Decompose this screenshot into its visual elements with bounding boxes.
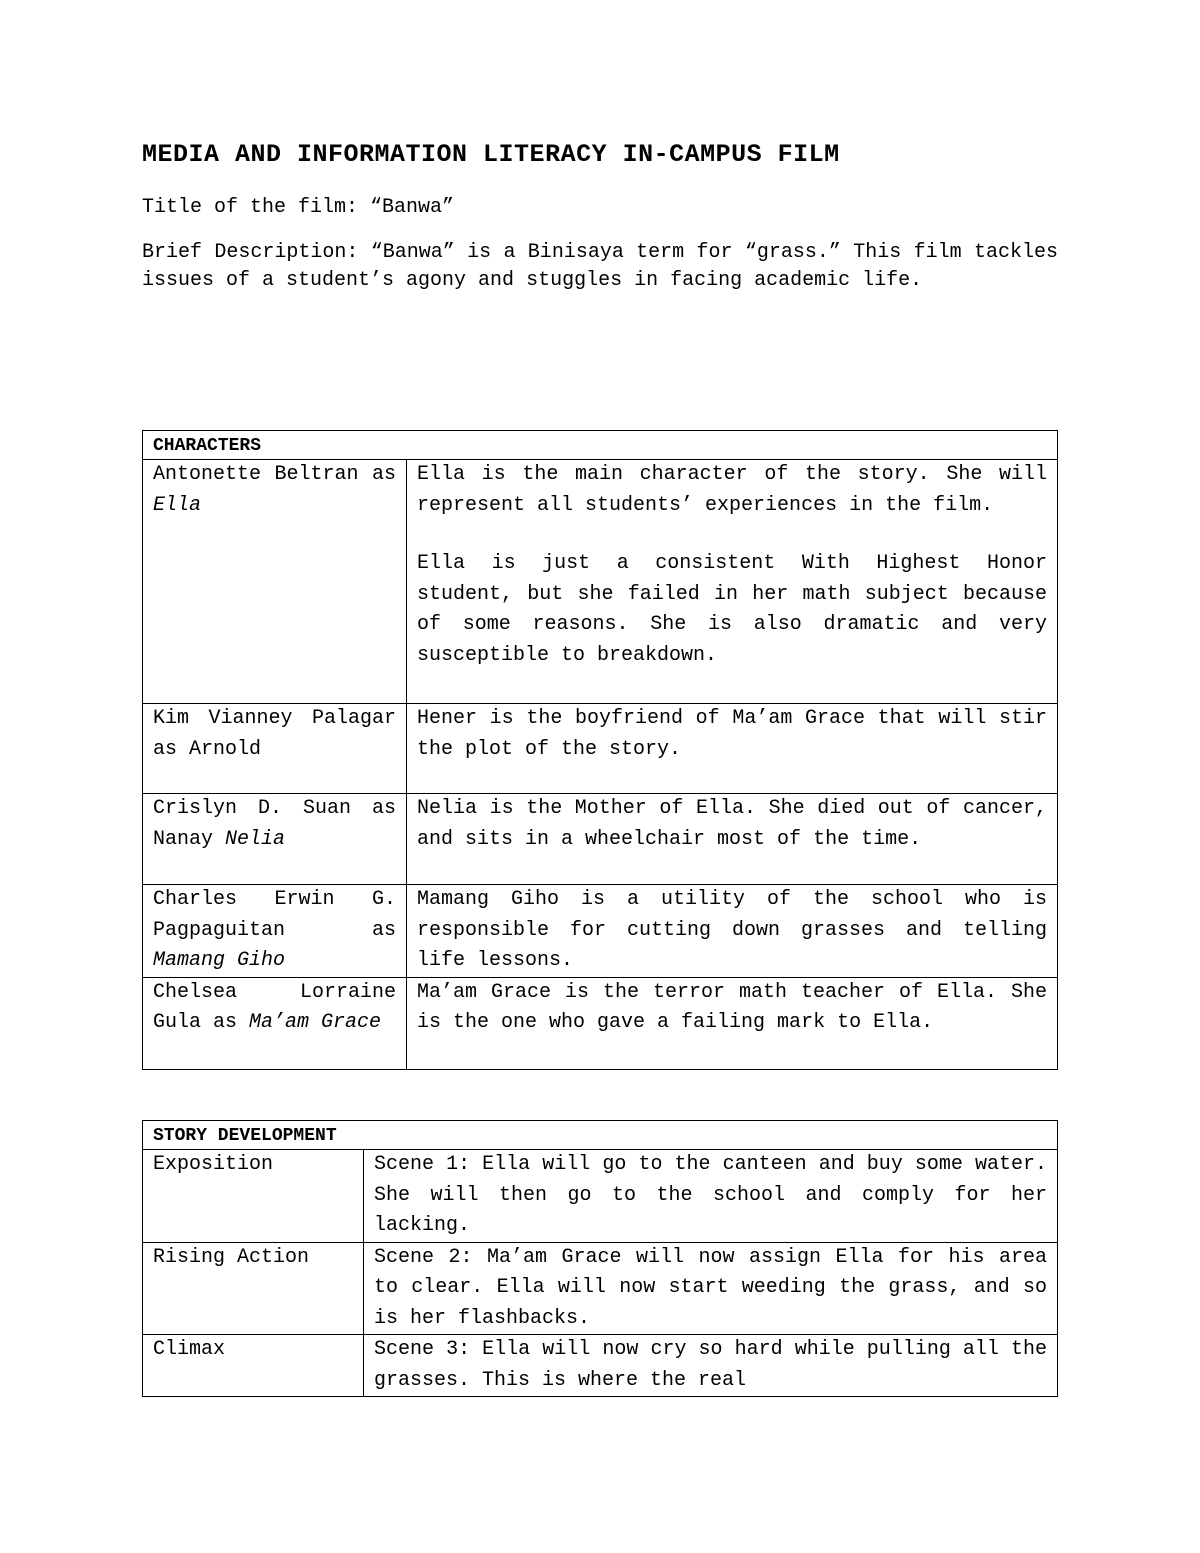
story-stage: Rising Action xyxy=(143,1242,364,1335)
story-scene-text: Scene 1: Ella will go to the canteen and buy some water. She will then go to the school and comply for her lacking. xyxy=(374,1153,1047,1237)
character-actor-cell xyxy=(143,794,407,885)
character-actor-cell xyxy=(143,460,407,704)
characters-header-row xyxy=(143,431,1058,460)
story-development-header: STORY DEVELOPMENT xyxy=(143,1121,1058,1150)
character-description: Ella is the main character of the story. She will represent all students’ experiences in the film. xyxy=(417,463,1047,517)
character-description-cell xyxy=(407,885,1058,978)
film-title-line: Title of the film: “Banwa” xyxy=(142,196,455,219)
character-actor: Kim Vianney Palagar as Arnold xyxy=(153,707,396,761)
character-description-cell xyxy=(407,977,1058,1069)
paragraph-gap xyxy=(417,521,1047,549)
actor-as: as Nanay xyxy=(153,797,396,851)
table-row xyxy=(143,1242,1058,1335)
story-development-table xyxy=(142,1120,1058,1397)
table-row xyxy=(143,704,1058,794)
character-description: Hener is the boyfriend of Ma’am Grace that will stir the plot of the story. xyxy=(417,707,1047,761)
story-scene-cell xyxy=(364,1335,1058,1397)
character-description: Ma’am Grace is the terror math teacher of Ella. She is the one who gave a failing mark to Ella. xyxy=(417,980,1047,1034)
character-role: Mamang Giho xyxy=(153,949,286,972)
document-heading: MEDIA AND INFORMATION LITERACY IN-CAMPUS FILM xyxy=(142,140,840,169)
character-role: Nelia xyxy=(225,827,286,851)
actor-name: Chelsea Lorraine Gula as xyxy=(153,980,396,1034)
character-description-cell xyxy=(407,704,1058,794)
story-stage: Exposition xyxy=(143,1150,364,1243)
characters-table xyxy=(142,430,1058,1070)
actor-name: Antonette Beltran xyxy=(153,463,359,486)
table-row xyxy=(143,1335,1058,1397)
character-description: Mamang Giho is a utility of the school who is responsible for cutting down grasses and telling life lessons. xyxy=(417,888,1047,972)
table-row xyxy=(143,794,1058,885)
character-actor xyxy=(153,460,396,521)
story-stage: Climax xyxy=(143,1335,364,1397)
character-actor-cell xyxy=(143,885,407,978)
story-scene-cell xyxy=(364,1150,1058,1243)
story-scene-text: Scene 3: Ella will now cry so hard while pulling all the grasses. This is where the real xyxy=(374,1338,1047,1392)
characters-header: CHARACTERS xyxy=(143,431,1058,460)
story-scene-cell xyxy=(364,1242,1058,1335)
table-row xyxy=(143,885,1058,978)
character-actor-cell xyxy=(143,977,407,1069)
table-row xyxy=(143,460,1058,704)
character-role: Ma’am Grace xyxy=(249,1011,382,1034)
actor-name: Charles Erwin G. Pagpaguitan as xyxy=(153,888,396,942)
story-header-row xyxy=(143,1121,1058,1150)
table-row xyxy=(143,977,1058,1069)
character-description: Ella is just a consistent With Highest Honor student, but she failed in her math subject because of some reasons. She is also dramatic and very susceptible to breakdown. xyxy=(417,552,1047,667)
brief-description: Brief Description: “Banwa” is a Binisaya term for “grass.” This film tackles issues of a student’s agony and stuggles in facing academic life. xyxy=(142,241,1058,292)
table-row xyxy=(143,1150,1058,1243)
character-actor xyxy=(153,885,396,977)
character-description-cell xyxy=(407,794,1058,885)
character-actor-cell xyxy=(143,704,407,794)
actor-name: Crislyn D. Suan xyxy=(153,797,351,820)
character-actor xyxy=(153,978,396,1039)
character-description-cell xyxy=(407,460,1058,704)
actor-as: as xyxy=(371,463,396,486)
character-role: Ella xyxy=(153,493,202,517)
story-scene-text: Scene 2: Ma’am Grace will now assign Ella for his area to clear. Ella will now start weeding the grass, and so is her flashbacks. xyxy=(374,1245,1047,1330)
character-description: Nelia is the Mother of Ella. She died out of cancer, and sits in a wheelchair most of the time. xyxy=(417,797,1047,851)
character-actor xyxy=(153,794,396,855)
